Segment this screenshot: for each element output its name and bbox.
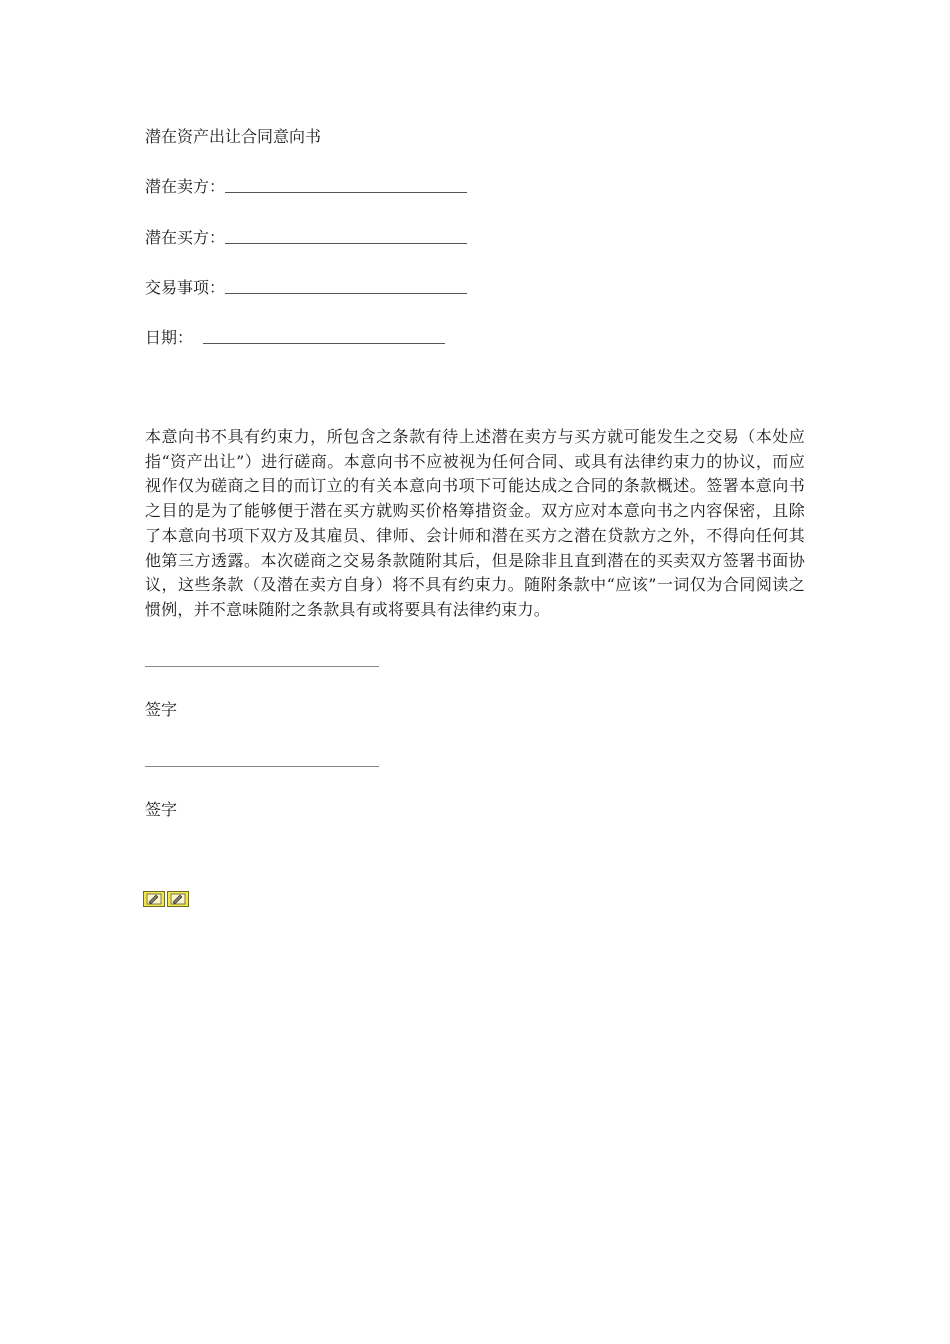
field-label-transaction: 交易事项： [145,278,226,297]
signature-line-2[interactable] [145,766,379,767]
field-buyer [145,224,467,248]
field-transaction [145,274,467,298]
edit-icon-group [143,891,189,907]
field-label-buyer: 潜在买方： [145,228,226,247]
field-blank-transaction[interactable] [225,293,467,294]
field-label-seller: 潜在卖方： [145,177,226,196]
field-blank-seller[interactable] [225,192,467,193]
field-date [145,324,445,348]
field-label-date: 日期： [145,328,194,347]
document-title: 潜在资产出让合同意向书 [145,127,322,146]
edit-icon[interactable] [143,891,165,907]
edit-icon[interactable] [167,891,189,907]
field-blank-buyer[interactable] [225,243,467,244]
signature-line-1[interactable] [145,666,379,667]
field-blank-date[interactable] [203,343,445,344]
signature-label-2: 签字 [145,800,178,819]
field-seller [145,173,467,197]
signature-label-1: 签字 [145,700,178,719]
body-paragraph: 本意向书不具有约束力，所包含之条款有待上述潜在卖方与买方就可能发生之交易（本处应指“资产出让”）进行磋商。本意向书不应被视为任何合同、或具有法律约束力的协议，而应视作仅为磋商之目的而订立的有关本意向书项下可能达成之合同的条款概述。签署本意向书之目的是为了能够便于潜在买方就购买价格筹措资金。双方应对本意向书之内容保密，且除了本意向书项下双方及其雇员、律师、会计师和潜在买方之潜在贷款方之外，不得向任何其他第三方透露。本次磋商之交易条款随附其后，但是除非且直到潜在的买卖双方签署书面协议，这些条款（及潜在卖方自身）将不具有约束力。随附条款中“应该”一词仅为合同阅读之惯例，并不意味随附之条款具有或将要具有法律约束力。 [145,427,805,619]
